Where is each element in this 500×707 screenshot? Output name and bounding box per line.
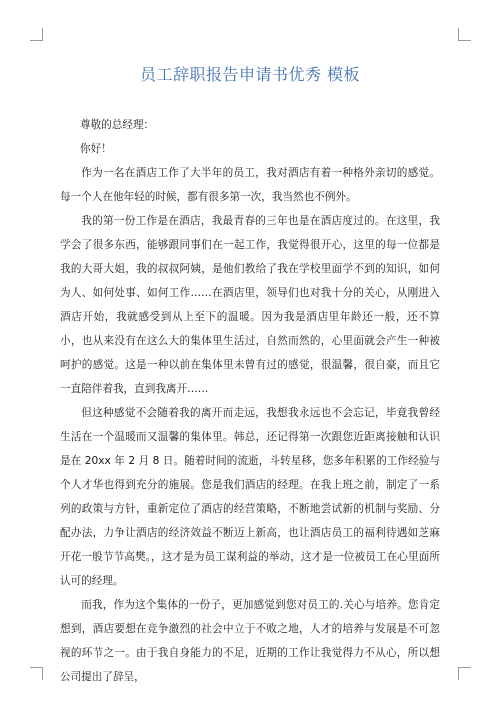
crop-mark-top-left [30, 28, 43, 41]
paragraph-3: 但这种感觉不会随着我的离开而走远，我想我永远也不会忘记，毕竟我曾经生活在一个温暖而又温馨的集体里。韩总，还记得第一次跟您近距离接触和认识是在 20xx 年 2 月 8 日。随着时间的流逝，斗转星移，您多年积累的工作经验与个人才华也得到充分的施展。您是我们酒店的经理。在我上班之前，制定了一系列的政策与方针，重新定位了酒店的经营策略，不断地尝试新的机制与奖励、分配办法，力争让酒店的经济效益不断迈上新高，也让酒店员工的福利待遇如芝麻开花一般节节高樊。，这才是为员工谋利益的举动，这才是一位被员工在心里面所认可的经理。 [60, 407, 440, 587]
paragraph-1: 作为一名在酒店工作了大半年的员工，我对酒店有着一种格外亲切的感觉。每一个人在他年轻的时候，都有很多第一次，我当然也不例外。 [60, 167, 440, 203]
crop-mark-bottom-left [30, 667, 43, 680]
salutation: 尊敬的总经理： [80, 119, 155, 131]
document-title: 员工辞职报告申请书优秀 模板 [139, 65, 361, 84]
paragraph-4: 而我，作为这个集体的一份子，更加感觉到您对员工的.关心与培养。您肯定想到，酒店要想在竞争激烈的社会中立于不败之地，人才的培养与发展是不可忽视的环节之一。由于我自身能力的不足，近期的工作让我觉得力不从心，所以想公司提出了辞呈， [60, 599, 440, 683]
greeting: 你好！ [80, 143, 112, 155]
crop-mark-bottom-right [458, 667, 471, 680]
crop-mark-top-right [458, 28, 471, 41]
paragraph-2: 我的第一份工作是在酒店，我最青春的三年也是在酒店度过的。在这里，我学会了很多东西，能够跟同事们在一起工作，我觉得很开心，这里的每一位都是我的大哥大姐，我的叔叔阿姨，是他们教给了我在学校里面学不到的知识，如何为人、如何处事、如何工作……在酒店里，领导们也对我十分的关心，从刚进入酒店开始，我就感受到从上至下的温暖。因为我是酒店里年龄还一般，还不算小，也从来没有在这么大的集体里生活过，自然而然的，心里面就会产生一种被呵护的感觉。这是一种以前在集体里未曾有过的感觉，很温馨，很自豪，而且它一直陪伴着我，直到我离开…… [60, 215, 440, 395]
document-body [60, 113, 440, 689]
